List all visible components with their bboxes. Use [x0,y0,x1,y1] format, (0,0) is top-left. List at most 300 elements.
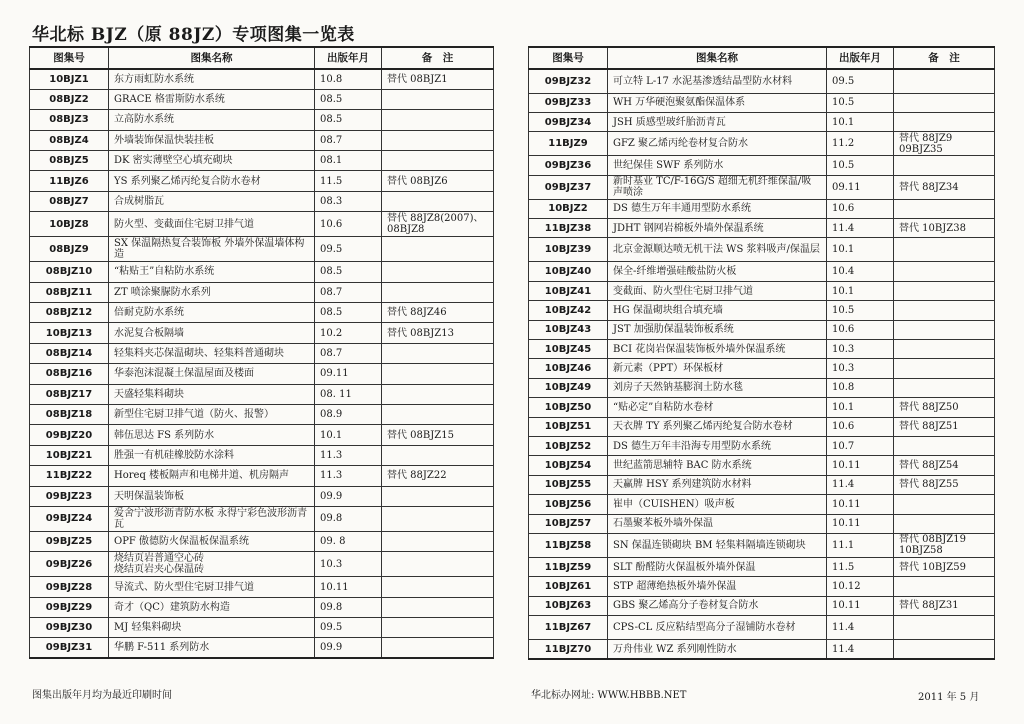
table-row [529,417,995,436]
table-row [30,343,494,363]
cell-name: 天盛轻集料砌块 [109,384,315,404]
cell-note [894,514,995,533]
cell-year: 11.5 [827,557,894,576]
cell-name: 世纪蓝箭思辅特 BAC 防水系统 [608,456,827,475]
cell-code: 11BJZ59 [529,557,608,576]
cell-note [382,597,494,617]
cell-year: 09.9 [315,486,382,506]
table-row [529,436,995,455]
cell-code: 10BJZ56 [529,495,608,514]
table-row [30,486,494,506]
col-header-code: 图集号 [30,47,109,69]
cell-name: 烧结页岩普通空心砖 烧结页岩夹心保温砖 [109,552,315,577]
table-row [30,404,494,424]
cell-note [382,384,494,404]
cell-code: 10BJZ2 [529,199,608,218]
cell-year: 11.1 [827,533,894,557]
table-row [30,597,494,617]
cell-note: 替代 88JZ54 [894,456,995,475]
cell-note [894,616,995,640]
cell-code: 11BJZ67 [529,616,608,640]
cell-code: 08BJZ7 [30,191,109,211]
cell-year: 11.4 [827,616,894,640]
cell-year: 10.5 [827,156,894,175]
cell-year: 10.5 [827,301,894,320]
cell-note [382,531,494,551]
cell-code: 09BJZ31 [30,638,109,658]
table-row [30,151,494,171]
cell-year: 10.11 [827,495,894,514]
cell-name: 胜强一有机硅橡胶防水涂料 [109,445,315,465]
cell-code: 11BJZ9 [529,132,608,156]
catalog-table-right [528,46,995,660]
cell-year: 10.5 [827,93,894,112]
cell-note [382,486,494,506]
cell-year: 10.6 [827,417,894,436]
cell-note [894,156,995,175]
table-row [529,359,995,378]
cell-note: 替代 88JZ55 [894,475,995,494]
cell-name: 华鹏 F-511 系列防水 [109,638,315,658]
cell-code: 10BJZ46 [529,359,608,378]
table-row [30,89,494,109]
cell-code: 08BJZ16 [30,364,109,384]
cell-name: BCI 花岗岩保温装饰板外墙外保温系统 [608,340,827,359]
cell-name: 外墙装饰保温快装挂板 [109,130,315,150]
table-row [30,552,494,577]
cell-note [382,151,494,171]
cell-name: WH 万华硬泡聚氨酯保温体系 [608,93,827,112]
cell-code: 09BJZ25 [30,531,109,551]
cell-name: YS 系列聚乙烯丙纶复合防水卷材 [109,171,315,191]
cell-year: 10.1 [827,238,894,262]
cell-year: 08.9 [315,404,382,424]
cell-note: 替代 10BJZ38 [894,219,995,238]
cell-name: 新型住宅厨卫排气道（防火、报警） [109,404,315,424]
table-row [30,262,494,282]
table-row [529,199,995,218]
cell-year: 10.1 [827,398,894,417]
cell-year: 11.4 [827,640,894,659]
cell-name: 石墨聚苯板外墙外保温 [608,514,827,533]
cell-code: 10BJZ21 [30,445,109,465]
cell-note [382,343,494,363]
cell-note [382,262,494,282]
table-row [529,596,995,615]
cell-note: 替代 88JZ8(2007)、 08BJZ8 [382,212,494,237]
table-row [30,618,494,638]
cell-note [894,378,995,397]
cell-note [894,112,995,131]
cell-code: 10BJZ51 [529,417,608,436]
cell-code: 09BJZ32 [529,69,608,93]
cell-year: 08.5 [315,110,382,130]
cell-note: 替代 08BJZ1 [382,69,494,89]
cell-year: 10.2 [315,323,382,343]
cell-name: 刘房子天然钠基膨润土防水毯 [608,378,827,397]
cell-code: 10BJZ55 [529,475,608,494]
table-row [529,175,995,199]
cell-name: 天衣牌 TY 系列聚乙烯丙纶复合防水卷材 [608,417,827,436]
cell-code: 08BJZ18 [30,404,109,424]
cell-code: 10BJZ40 [529,262,608,281]
table-header-row [529,47,995,69]
table-row [529,514,995,533]
cell-note [894,93,995,112]
cell-note: 替代 08BJZ13 [382,323,494,343]
cell-code: 11BJZ58 [529,533,608,557]
cell-name: MJ 轻集料砌块 [109,618,315,638]
table-row [529,533,995,557]
cell-note [382,618,494,638]
cell-note [894,359,995,378]
cell-year: 10.11 [315,577,382,597]
cell-name: SX 保温隔热复合装饰板 外墙外保温墙体构造 [109,237,315,262]
cell-code: 10BJZ41 [529,281,608,300]
cell-year: 10.6 [315,212,382,237]
cell-year: 10.8 [827,378,894,397]
cell-note [382,577,494,597]
cell-note: 替代 88JZ51 [894,417,995,436]
cell-name: 崔申（CUISHEN）吸声板 [608,495,827,514]
table-row [30,384,494,404]
cell-code: 08BJZ11 [30,282,109,302]
cell-year: 08.7 [315,282,382,302]
cell-note [382,552,494,577]
cell-name: 韩伍思达 FS 系列防水 [109,425,315,445]
table-row [30,506,494,531]
col-header-year: 出版年月 [315,47,382,69]
cell-year: 11.4 [827,475,894,494]
cell-note [382,89,494,109]
cell-code: 10BJZ52 [529,436,608,455]
cell-code: 10BJZ61 [529,577,608,596]
cell-year: 10.8 [315,69,382,89]
cell-name: 奇才（QC）建筑防水构造 [109,597,315,617]
cell-code: 09BJZ37 [529,175,608,199]
cell-name: OPF 傲德防火保温板保温系统 [109,531,315,551]
cell-note [894,281,995,300]
cell-year: 11.3 [315,445,382,465]
col-header-code: 图集号 [529,47,608,69]
table-row [529,112,995,131]
cell-code: 09BJZ36 [529,156,608,175]
cell-year: 10.1 [827,281,894,300]
cell-name: 新时基业 TC/F-16G/S 超细无机纤维保温/吸声喷涂 [608,175,827,199]
cell-note [894,340,995,359]
table-row [529,398,995,417]
cell-year: 09.5 [827,69,894,93]
cell-name: JST 加强肋保温装饰板系统 [608,320,827,339]
cell-name: 东方雨虹防水系统 [109,69,315,89]
cell-note [382,191,494,211]
table-row [529,378,995,397]
cell-note [894,238,995,262]
cell-name: 北京金源顺达喷无机干法 WS 浆料吸声/保温层 [608,238,827,262]
cell-note: 替代 88JZ31 [894,596,995,615]
cell-name: 天赢牌 HSY 系列建筑防水材料 [608,475,827,494]
table-row [529,320,995,339]
cell-name: 倍耐克防水系统 [109,303,315,323]
cell-code: 11BJZ38 [529,219,608,238]
cell-note [894,262,995,281]
table-row [30,577,494,597]
cell-note: 替代 88JZ50 [894,398,995,417]
cell-note: 替代 88JZ22 [382,466,494,486]
table-row [529,281,995,300]
footer-website: 华北标办网址: WWW.HBBB.NET [531,690,687,701]
cell-note [382,445,494,465]
table-row [529,640,995,659]
cell-note [382,404,494,424]
cell-year: 09.8 [315,506,382,531]
table-row [30,171,494,191]
cell-code: 11BJZ70 [529,640,608,659]
cell-code: 08BJZ10 [30,262,109,282]
cell-code: 09BJZ28 [30,577,109,597]
cell-note [894,69,995,93]
cell-year: 10.11 [827,596,894,615]
cell-year: 09.11 [827,175,894,199]
cell-year: 10.3 [827,359,894,378]
col-header-note: 备 注 [382,47,494,69]
cell-year: 09.8 [315,597,382,617]
cell-name: ZT 喷涂聚脲防水系列 [109,282,315,302]
cell-name: DS 德生万年丰沿海专用型防水系统 [608,436,827,455]
cell-year: 10.3 [315,552,382,577]
cell-name: 水泥复合板隔墙 [109,323,315,343]
cell-year: 10.1 [315,425,382,445]
cell-code: 08BJZ12 [30,303,109,323]
cell-name: 导流式、防火型住宅厨卫排气道 [109,577,315,597]
cell-code: 10BJZ13 [30,323,109,343]
cell-year: 10.3 [827,340,894,359]
cell-code: 09BJZ24 [30,506,109,531]
cell-note: 替代 10BJZ59 [894,557,995,576]
cell-code: 08BJZ5 [30,151,109,171]
cell-code: 09BJZ23 [30,486,109,506]
table-row [30,638,494,658]
cell-note: 替代 88JZ34 [894,175,995,199]
cell-name: 爱舍宁波形沥青防水板 永得宁彩色波形沥青瓦 [109,506,315,531]
cell-year: 08.1 [315,151,382,171]
cell-code: 08BJZ17 [30,384,109,404]
col-header-note: 备 注 [894,47,995,69]
table-row [30,237,494,262]
cell-note: 替代 08BJZ6 [382,171,494,191]
cell-note [894,640,995,659]
cell-note: 替代 08BJZ19 10BJZ58 [894,533,995,557]
cell-note [382,638,494,658]
col-header-year: 出版年月 [827,47,894,69]
table-row [529,262,995,281]
cell-year: 10.6 [827,320,894,339]
footer-date: 2011 年 5 月 [918,692,980,703]
table-row [30,445,494,465]
table-row [30,323,494,343]
cell-year: 11.2 [827,132,894,156]
cell-note: 替代 08BJZ15 [382,425,494,445]
cell-code: 10BJZ42 [529,301,608,320]
cell-year: 11.3 [315,466,382,486]
cell-code: 08BJZ4 [30,130,109,150]
cell-note [894,436,995,455]
table-row [30,130,494,150]
cell-name: JDHT 钢网岩棉板外墙外保温系统 [608,219,827,238]
cell-code: 10BJZ50 [529,398,608,417]
table-header-row [30,47,494,69]
table-row [30,531,494,551]
cell-name: 保全-纤维增强硅酸盐防火板 [608,262,827,281]
cell-year: 10.1 [827,112,894,131]
table-row [529,577,995,596]
table-row [30,466,494,486]
cell-name: 新元素（PPT）环保板材 [608,359,827,378]
cell-name: GRACE 格雷斯防水系统 [109,89,315,109]
cell-code: 08BJZ14 [30,343,109,363]
cell-year: 10.11 [827,514,894,533]
table-row [30,364,494,384]
cell-note [382,130,494,150]
cell-year: 09.11 [315,364,382,384]
table-row [529,93,995,112]
table-row [529,495,995,514]
cell-name: SN 保温连锁砌块 BM 轻集料隔墙连锁砌块 [608,533,827,557]
cell-note [894,577,995,596]
cell-note [894,199,995,218]
table-row [529,456,995,475]
cell-name: 合成树脂瓦 [109,191,315,211]
cell-code: 10BJZ49 [529,378,608,397]
cell-note [894,301,995,320]
cell-code: 10BJZ45 [529,340,608,359]
cell-note [894,495,995,514]
cell-year: 08. 11 [315,384,382,404]
table-row [529,340,995,359]
cell-year: 10.6 [827,199,894,218]
table-row [529,219,995,238]
cell-name: HG 保温砌块组合填充墙 [608,301,827,320]
cell-name: SLT 酚醛防火保温板外墙外保温 [608,557,827,576]
cell-code: 10BJZ57 [529,514,608,533]
cell-name: Horeq 楼板隔声和电梯井道、机房隔声 [109,466,315,486]
cell-code: 10BJZ1 [30,69,109,89]
cell-name: 轻集料夹芯保温砌块、轻集料普通砌块 [109,343,315,363]
cell-note [382,282,494,302]
cell-code: 10BJZ63 [529,596,608,615]
cell-name: 世纪保佳 SWF 系列防水 [608,156,827,175]
cell-year: 08.5 [315,303,382,323]
cell-note [382,237,494,262]
cell-code: 09BJZ30 [30,618,109,638]
cell-code: 10BJZ43 [529,320,608,339]
table-row [30,282,494,302]
table-row [30,191,494,211]
cell-year: 08.5 [315,262,382,282]
cell-name: DS 德生万年丰通用型防水系统 [608,199,827,218]
table-row [30,303,494,323]
cell-year: 10.4 [827,262,894,281]
table-row [30,425,494,445]
footer-note: 图集出版年月均为最近印刷时间 [32,690,172,701]
table-row [30,212,494,237]
cell-code: 09BJZ34 [529,112,608,131]
cell-name: STP 超薄绝热板外墙外保温 [608,577,827,596]
table-row [529,156,995,175]
cell-code: 08BJZ2 [30,89,109,109]
cell-note [382,506,494,531]
table-row [529,475,995,494]
cell-year: 09.9 [315,638,382,658]
cell-code: 09BJZ29 [30,597,109,617]
cell-year: 10.11 [827,456,894,475]
cell-note [894,320,995,339]
cell-name: 华泰泡沫混凝土保温屋面及楼面 [109,364,315,384]
cell-name: 变截面、防火型住宅厨卫排气道 [608,281,827,300]
cell-code: 10BJZ39 [529,238,608,262]
cell-name: CPS-CL 反应粘结型高分子湿铺防水卷材 [608,616,827,640]
cell-year: 10.7 [827,436,894,455]
table-row [30,110,494,130]
table-row [30,69,494,89]
col-header-name: 图集名称 [109,47,315,69]
cell-name: “贴必定”自粘防水卷材 [608,398,827,417]
cell-year: 11.5 [315,171,382,191]
table-row [529,616,995,640]
cell-code: 10BJZ8 [30,212,109,237]
cell-note [382,110,494,130]
table-row [529,69,995,93]
cell-year: 08.3 [315,191,382,211]
cell-name: JSH 质感型玻纤胎沥青瓦 [608,112,827,131]
table-row [529,238,995,262]
cell-note: 替代 88JZ46 [382,303,494,323]
cell-code: 09BJZ20 [30,425,109,445]
cell-year: 09.5 [315,618,382,638]
cell-code: 08BJZ9 [30,237,109,262]
cell-name: 立高防水系统 [109,110,315,130]
cell-code: 11BJZ6 [30,171,109,191]
catalog-table-left [29,46,494,659]
cell-note: 替代 88JZ9 09BJZ35 [894,132,995,156]
col-header-name: 图集名称 [608,47,827,69]
cell-year: 08.7 [315,343,382,363]
cell-year: 09.5 [315,237,382,262]
cell-name: 防火型、变截面住宅厨卫排气道 [109,212,315,237]
page-title: 华北标 BJZ（原 88JZ）专项图集一览表 [32,25,355,45]
cell-code: 09BJZ33 [529,93,608,112]
cell-year: 08.7 [315,130,382,150]
cell-name: “粘贴王”自粘防水系统 [109,262,315,282]
cell-name: 可立特 L-17 水泥基渗透结晶型防水材料 [608,69,827,93]
cell-name: DK 密实薄壁空心填充砌块 [109,151,315,171]
table-row [529,557,995,576]
cell-year: 09. 8 [315,531,382,551]
cell-year: 11.4 [827,219,894,238]
cell-name: 万舟伟业 WZ 系列刚性防水 [608,640,827,659]
table-row [529,301,995,320]
cell-code: 11BJZ22 [30,466,109,486]
cell-code: 10BJZ54 [529,456,608,475]
table-row [529,132,995,156]
cell-name: 天明保温装饰板 [109,486,315,506]
cell-year: 08.5 [315,89,382,109]
cell-name: GFZ 聚乙烯丙纶卷材复合防水 [608,132,827,156]
cell-note [382,364,494,384]
cell-code: 09BJZ26 [30,552,109,577]
cell-code: 08BJZ3 [30,110,109,130]
cell-year: 10.12 [827,577,894,596]
